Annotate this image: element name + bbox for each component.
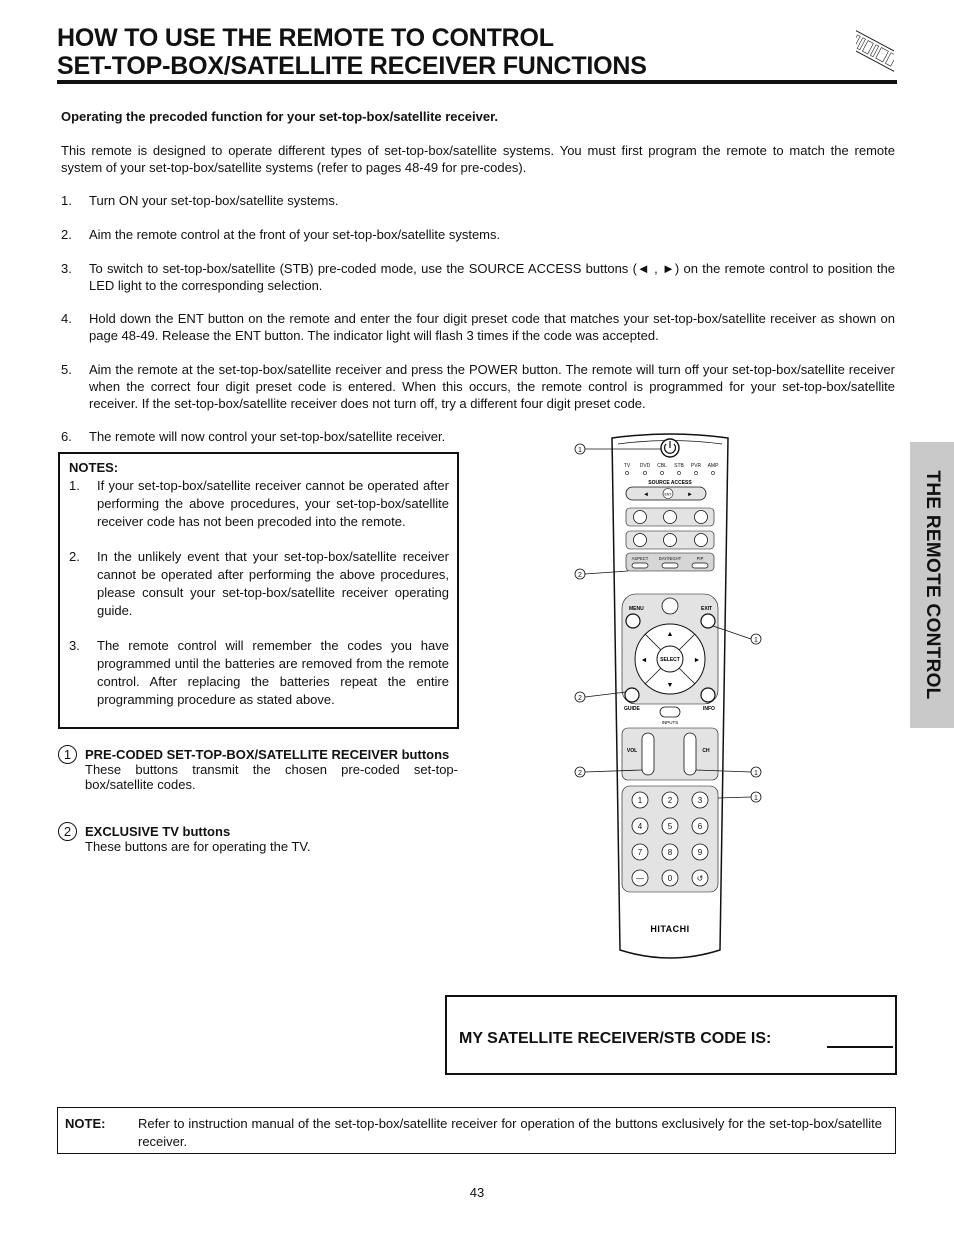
note-number: 3. [69, 638, 80, 653]
legend-description: These buttons transmit the chosen pre-coded set-top-box/satellite codes. [85, 762, 458, 792]
step-text: Aim the remote control at the front of your set-top-box/satellite systems. [89, 227, 501, 242]
step-5 [61, 361, 895, 412]
step-number: 3. [61, 261, 72, 276]
callout-2-guide: 2 [578, 695, 582, 702]
digit-dash: — [636, 874, 644, 883]
page-title [57, 24, 847, 80]
callout-1-power: 1 [578, 447, 582, 454]
note-text: In the unlikely event that your set-top-box/satellite receiver cannot be operated after performing the above procedures, please consult your set-top-box/satellite receiver operating guide. [97, 549, 449, 618]
bottom-note-label: NOTE: [65, 1116, 106, 1131]
title-underline [57, 80, 897, 84]
notes-title: NOTES: [69, 460, 119, 475]
step-number: 2. [61, 227, 72, 242]
source-label-pvr: PVR [690, 463, 702, 469]
page-title-line-2: SET-TOP-BOX/SATELLITE RECEIVER FUNCTIONS [57, 52, 647, 80]
legend-description: These buttons are for operating the TV. [85, 839, 311, 854]
step-number: 4. [61, 311, 72, 326]
digit-9: 9 [697, 848, 703, 857]
inputs-label: INPUTS [661, 720, 679, 725]
legend-marker-1: 1 [58, 745, 77, 764]
step-text: Hold down the ENT button on the remote and enter the four digit preset code that matches your set-top-box/satellite receiver as shown on page 48-49. Release the ENT button. The indicator light will flash 3 times if the code was accepted. [89, 311, 895, 343]
ch-label: CH [702, 748, 710, 754]
digit-3: 3 [697, 796, 703, 805]
code-box-label: MY SATELLITE RECEIVER/STB CODE IS: [459, 1030, 772, 1047]
step-text: To switch to set-top-box/satellite (STB) pre-coded mode, use the SOURCE ACCESS buttons (◄ , ►) on the remote control to position the LED light to the corresponding selection. [89, 261, 895, 293]
svg-text:►: ► [693, 657, 701, 664]
code-blank-line [827, 1046, 893, 1048]
note-item [69, 477, 449, 531]
svg-text:▲: ▲ [666, 631, 674, 638]
source-label-tv: TV [623, 463, 631, 469]
callout-2-aspect: 2 [578, 572, 582, 579]
pip-label: PIP [696, 556, 704, 561]
vol-label: VOL [626, 748, 638, 754]
side-tab-label: THE REMOTE CONTROL [922, 470, 943, 700]
note-number: 1. [69, 478, 80, 493]
callout-1-ch: 1 [754, 770, 758, 777]
menu-label: MENU [629, 606, 644, 612]
remote-control-illustration [570, 430, 770, 970]
digit-7: 7 [637, 848, 643, 857]
svg-text:►: ► [687, 492, 693, 498]
digit-last: ↺ [696, 874, 704, 883]
legend-item-precoded [58, 745, 458, 792]
page-number: 43 [469, 1185, 485, 1200]
code-entry-box [445, 995, 897, 1075]
note-text: If your set-top-box/satellite receiver cannot be operated after performing the above procedures, your set-top-box/satellite receiver code has not been precoded into the remote. [97, 478, 449, 529]
callout-1-keypad: 1 [754, 795, 758, 802]
step-number: 1. [61, 193, 72, 208]
page-title-line-1: HOW TO USE THE REMOTE TO CONTROL [57, 24, 554, 52]
note-item [69, 637, 449, 709]
digit-1: 1 [637, 796, 643, 805]
info-label: INFO [703, 706, 715, 712]
source-label-cbl: CBL [657, 463, 667, 469]
digit-8: 8 [667, 848, 673, 857]
legend-heading: EXCLUSIVE TV buttons [85, 824, 231, 839]
step-3 [61, 260, 895, 294]
note-item [69, 548, 449, 620]
step-text: The remote will now control your set-top-box/satellite receiver. [89, 429, 446, 444]
step-number: 5. [61, 362, 72, 377]
step-number: 6. [61, 429, 72, 444]
digit-0: 0 [667, 874, 673, 883]
section-side-tab [910, 442, 954, 728]
source-label-dvd: DVD [639, 463, 651, 469]
exit-label: EXIT [701, 606, 713, 612]
note-text: The remote control will remember the codes you have programmed until the batteries are removed from the remote control. After replacing the batteries repeat the entire programming procedure as stated above. [97, 638, 449, 707]
step-text: Aim the remote at the set-top-box/satellite receiver and press the POWER button. The remote will turn off your set-top-box/satellite receiver when the correct four digit preset code is entered. When this occurs, the remote control is programmed for your set-top-box/satellite receiver. If the set-top-box/satellite receiver does not turn off, try a different four digit preset code. [89, 362, 895, 411]
legend-heading: PRE-CODED SET-TOP-BOX/SATELLITE RECEIVER buttons [85, 747, 450, 762]
step-4 [61, 310, 895, 344]
step-6 [61, 428, 481, 445]
svg-text:◄: ◄ [640, 657, 648, 664]
digit-5: 5 [667, 822, 673, 831]
source-label-amp: AMP [707, 463, 719, 469]
source-access-label: SOURCE ACCESS [648, 480, 692, 486]
digit-6: 6 [697, 822, 703, 831]
aspect-label: ASPECT [631, 556, 649, 561]
step-1 [61, 192, 895, 209]
digit-4: 4 [637, 822, 643, 831]
notes-box [58, 452, 459, 729]
svg-text:▼: ▼ [666, 682, 674, 689]
ent-label: ENT [664, 492, 672, 497]
note-number: 2. [69, 549, 80, 564]
digit-2: 2 [667, 796, 673, 805]
callout-2-vol: 2 [578, 770, 582, 777]
bottom-note-text: Refer to instruction manual of the set-top-box/satellite receiver for operation of the buttons exclusively for the set-top-box/satellite receiver. [138, 1116, 882, 1149]
callout-1-exit: 1 [754, 637, 758, 644]
legend-marker-2: 2 [58, 822, 77, 841]
svg-text:◄: ◄ [643, 492, 649, 498]
intro-heading: Operating the precoded function for your set-top-box/satellite receiver. [61, 109, 499, 124]
bottom-note-box [57, 1107, 896, 1154]
remote-thumbnail-icon [856, 24, 894, 78]
brand-logo: HITACHI [650, 924, 690, 934]
source-label-stb: STB [674, 463, 684, 469]
step-text: Turn ON your set-top-box/satellite systems. [89, 193, 339, 208]
day-night-label: DAY/NIGHT [658, 556, 682, 561]
step-2 [61, 226, 895, 243]
intro-paragraph: This remote is designed to operate different types of set-top-box/satellite systems. You must first program the remote to match the remote system of your set-top-box/satellite systems (refer to pages 48-49 for pre-codes). [61, 143, 895, 175]
guide-label: GUIDE [624, 706, 640, 712]
legend-item-exclusive-tv [58, 822, 458, 854]
select-label: SELECT [660, 657, 680, 663]
